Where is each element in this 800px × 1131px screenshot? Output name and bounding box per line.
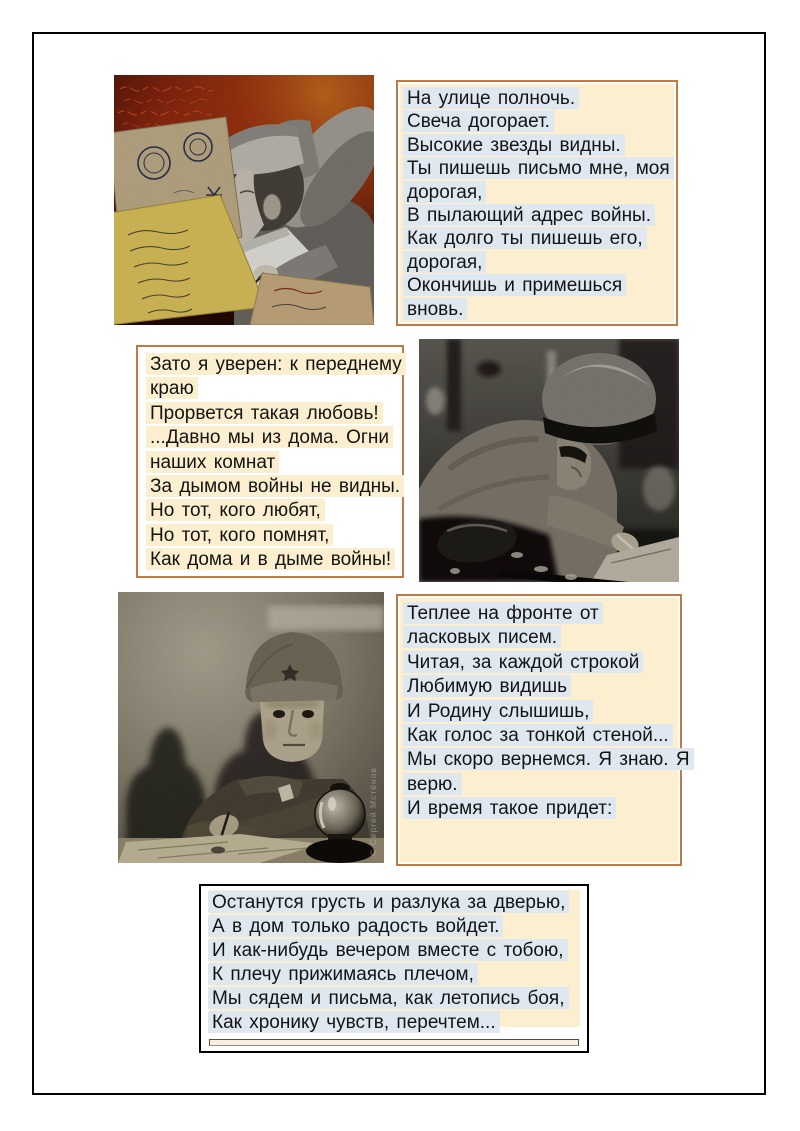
poem-line-text: ласковых писем. xyxy=(403,626,561,648)
poem-line-text: Мы скоро вернемся. Я знаю. Я xyxy=(403,748,694,770)
poem-box-4 xyxy=(199,884,589,1053)
poem-line xyxy=(403,675,678,699)
poem-line xyxy=(146,548,400,572)
soldier-at-table-image xyxy=(118,592,384,863)
double-rule xyxy=(209,1039,579,1046)
poem-line xyxy=(146,353,400,377)
poem-line-text: Как хронику чувств, перечтем... xyxy=(208,1011,500,1033)
poem-line-text: ...Давно мы из дома. Огни xyxy=(146,426,393,448)
poem-line xyxy=(403,110,674,133)
poem-line xyxy=(403,134,674,157)
poem-line xyxy=(146,426,400,450)
poem-line-text: И время такое придет: xyxy=(403,797,616,819)
poem-line xyxy=(208,987,585,1011)
poem-line xyxy=(146,499,400,523)
poem-line-text: Как дома и в дыме войны! xyxy=(146,548,395,570)
poem-line-text: Высокие звезды видны. xyxy=(403,134,625,156)
poem-line xyxy=(403,626,678,650)
poem-line-text: Читая, за каждой строкой xyxy=(403,651,643,673)
poem-line xyxy=(146,402,400,426)
poem-line xyxy=(403,724,678,748)
poem-line xyxy=(146,475,400,499)
photo-soldier-at-table xyxy=(118,592,384,863)
poem-line xyxy=(403,773,678,797)
poem-line xyxy=(208,891,585,915)
poem-line-text: вновь. xyxy=(403,298,467,320)
poem-line-text: К плечу прижимаясь плечом, xyxy=(208,963,478,985)
poem-line-text: Ты пишешь письмо мне, моя xyxy=(403,157,674,179)
soldier-letter-collage-image xyxy=(114,75,374,325)
poem-line xyxy=(208,963,585,987)
poem-line-text: А в дом только радость войдет. xyxy=(208,915,503,937)
poem-box-1 xyxy=(396,80,678,326)
poem-line xyxy=(403,651,678,675)
poem-line xyxy=(403,227,674,250)
poem-line-text: Мы сядем и письма, как летопись боя, xyxy=(208,987,569,1009)
poem-line xyxy=(403,181,674,204)
poem-line xyxy=(403,797,678,821)
poem-line-text: На улице полночь. xyxy=(403,87,579,109)
poem-line-text: За дымом войны не видны. xyxy=(146,475,404,497)
poem-line xyxy=(403,87,674,110)
photo-watermark: © Сергей Мстёнов xyxy=(368,767,378,856)
poem-line-text: дорогая, xyxy=(403,181,486,203)
poem-line-text: Прорвется такая любовь! xyxy=(146,402,383,424)
poem-line-text: Но тот, кого помнят, xyxy=(146,524,333,546)
poem-line-text: Окончишь и примешься xyxy=(403,274,626,296)
poem-line xyxy=(146,377,400,401)
poem-line-text: Как голос за тонкой стеной... xyxy=(403,724,673,746)
poem-line xyxy=(403,274,674,297)
poem-line xyxy=(403,298,674,321)
poem-line xyxy=(146,451,400,475)
poem-line xyxy=(403,204,674,227)
poem-line-text: Но тот, кого любят, xyxy=(146,499,325,521)
poem-line xyxy=(208,939,585,963)
poem-line xyxy=(403,748,690,772)
poem-line xyxy=(208,1011,585,1035)
poem-line-text: верю. xyxy=(403,773,462,795)
photo-soldier-letter-collage xyxy=(114,75,374,325)
poem-line xyxy=(403,251,674,274)
poem-line-text: Зато я уверен: к переднему xyxy=(146,353,406,375)
photo-soldier-helmet-writing xyxy=(419,339,679,582)
poem-line-text: Останутся грусть и разлука за дверью, xyxy=(208,891,569,913)
poem-line-text: И Родину слышишь, xyxy=(403,700,593,722)
poem-line xyxy=(403,157,674,180)
poem-line-text: Теплее на фронте от xyxy=(403,602,603,624)
poem-line xyxy=(146,524,400,548)
poem-line-text: Свеча догорает. xyxy=(403,110,554,132)
poem-line-text: краю xyxy=(146,377,198,399)
poem-line xyxy=(403,700,678,724)
poem-box-3 xyxy=(396,594,690,866)
soldier-helmet-writing-image xyxy=(419,339,679,582)
poem-line xyxy=(208,915,585,939)
poem-box-2 xyxy=(136,345,404,578)
poem-line-text: наших комнат xyxy=(146,451,279,473)
poem-line-text: Как долго ты пишешь его, xyxy=(403,227,647,249)
poem-line-text: дорогая, xyxy=(403,251,486,273)
poem-line-text: И как-нибудь вечером вместе с тобою, xyxy=(208,939,568,961)
poem-line-text: Любимую видишь xyxy=(403,675,571,697)
poem-line-text: В пылающий адрес войны. xyxy=(403,204,655,226)
poem-line xyxy=(403,602,678,626)
